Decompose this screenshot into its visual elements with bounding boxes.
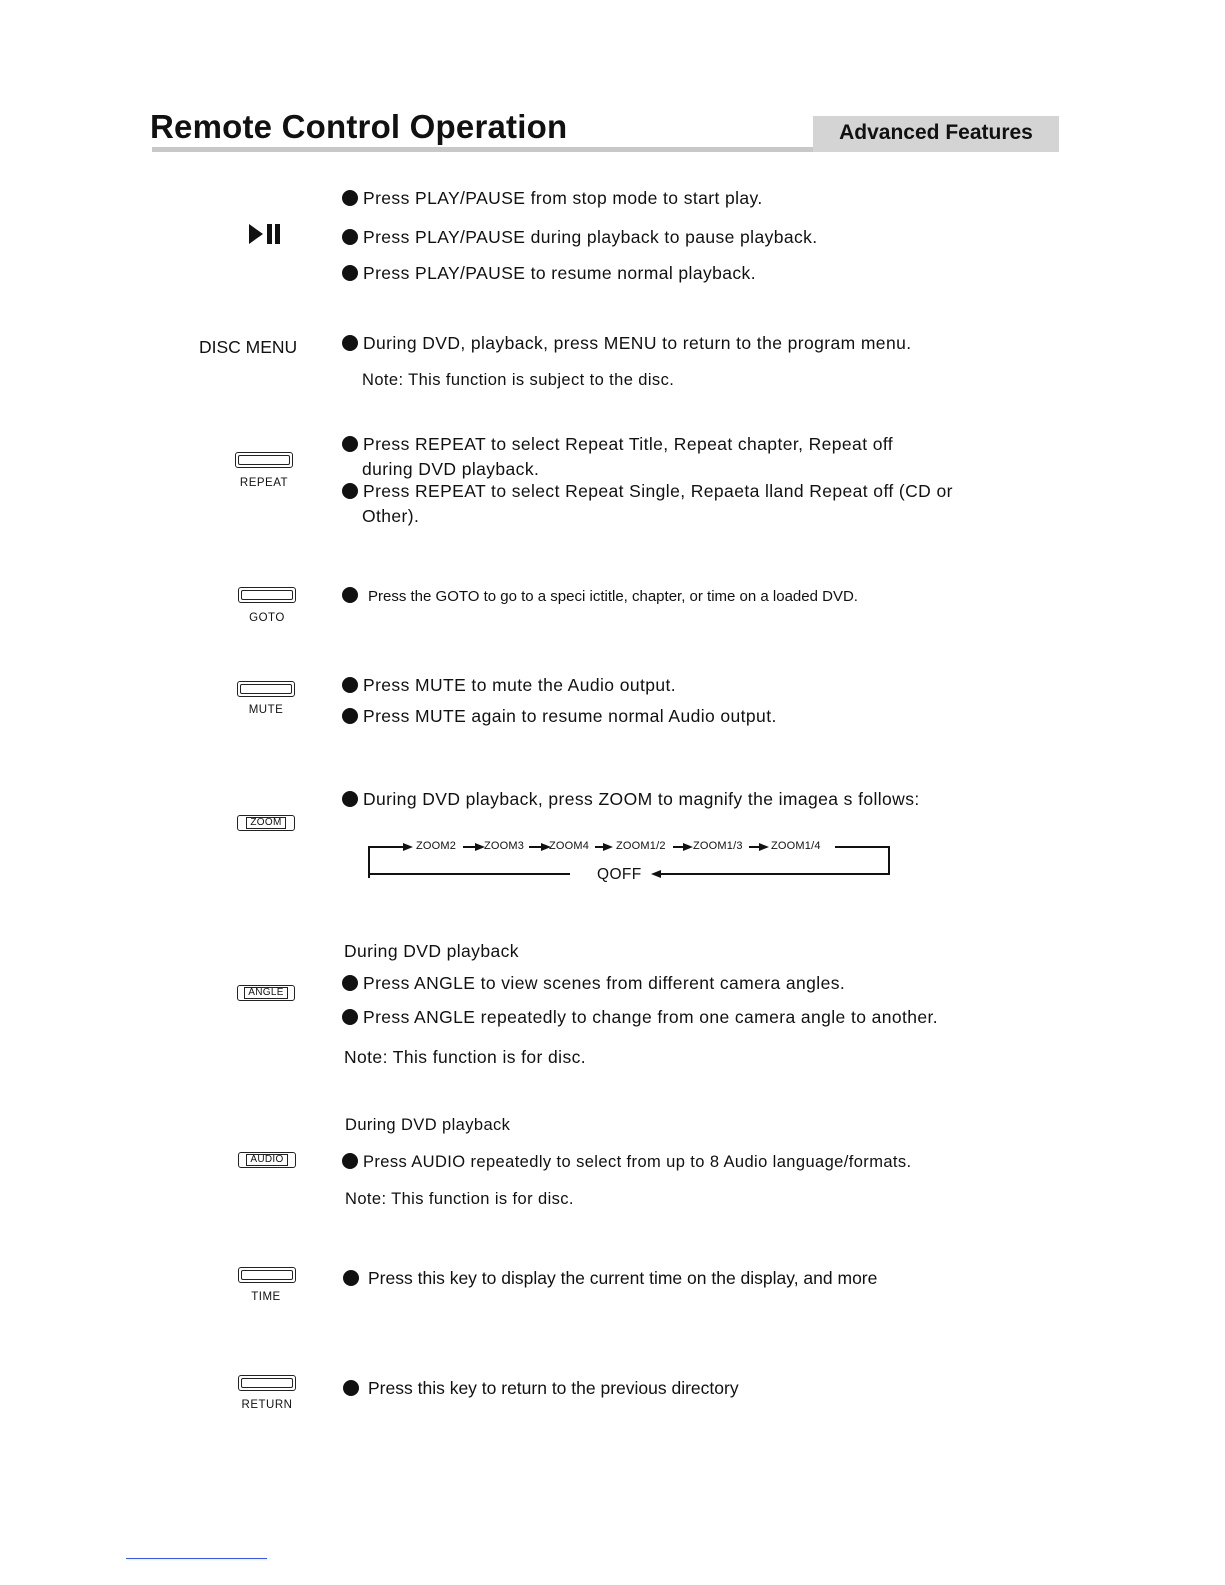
audio-line-1: Press AUDIO repeatedly to select from up to 8 Audio language/formats. [342,1151,912,1173]
footer-underline [126,1558,267,1559]
zoom-line-1: During DVD playback, press ZOOM to magnify the imagea s follows: [342,788,920,810]
play-pause-line-2: Press PLAY/PAUSE during playback to pause playback. [342,226,818,248]
zoom-step-2: ZOOM3 [484,840,525,852]
zoom-step-3: ZOOM4 [549,840,590,852]
bullet-icon [342,483,358,499]
return-line-1: Press this key to return to the previous directory [343,1377,739,1399]
goto-key-label: GOTO [249,612,285,624]
zoom-off-label: QOFF [597,866,642,883]
bullet-icon [342,587,358,603]
bullet-icon [342,791,358,807]
time-key [238,1267,296,1283]
play-pause-line-1: Press PLAY/PAUSE from stop mode to start play. [342,187,763,209]
bullet-icon [343,1270,359,1286]
zoom-key-label: ZOOM [246,817,285,829]
repeat-key [235,452,293,468]
zoom-key [237,815,295,831]
audio-note: Note: This function is for disc. [345,1190,574,1208]
goto-line-1: Press the GOTO to go to a speci ictitle, chapter, or time on a loaded DVD. [342,586,858,608]
zoom-step-5: ZOOM1/3 [693,840,743,852]
disc-menu-note: Note: This function is subject to the disc. [362,371,675,389]
zoom-step-4: ZOOM1/2 [616,840,666,852]
repeat-key-label: REPEAT [239,477,289,489]
section-badge: Advanced Features [813,116,1059,152]
angle-key-label: ANGLE [244,987,287,999]
audio-key [238,1152,296,1168]
bullet-icon [342,265,358,281]
disc-menu-label: DISC MENU [199,337,298,357]
goto-key [238,587,296,603]
zoom-step-1: ZOOM2 [416,840,457,852]
disc-menu-line-1: During DVD, playback, press MENU to return to the program menu. [342,332,911,354]
bullet-icon [342,677,358,693]
bullet-icon [342,229,358,245]
audio-key-label: AUDIO [246,1154,287,1166]
repeat-line-4: Other). [362,506,420,526]
angle-note: Note: This function is for disc. [344,1047,587,1067]
time-key-label: TIME [251,1291,281,1303]
repeat-line-1: Press REPEAT to select Repeat Title, Repeat chapter, Repeat off [342,433,893,455]
angle-line-2: Press ANGLE repeatedly to change from one camera angle to another. [342,1006,938,1028]
bullet-icon [342,1009,358,1025]
angle-key [237,985,295,1001]
bullet-icon [342,436,358,452]
angle-intro: During DVD playback [344,941,519,961]
bullet-icon [342,190,358,206]
bullet-icon [342,1153,358,1169]
repeat-line-2: during DVD playback. [362,459,540,479]
bullet-icon [342,975,358,991]
angle-line-1: Press ANGLE to view scenes from different camera angles. [342,972,845,994]
audio-intro: During DVD playback [345,1116,511,1134]
play-pause-line-3: Press PLAY/PAUSE to resume normal playback. [342,262,756,284]
mute-key-label: MUTE [248,704,284,716]
bullet-icon [343,1380,359,1396]
mute-key [237,681,295,697]
bullet-icon [342,335,358,351]
mute-line-2: Press MUTE again to resume normal Audio output. [342,705,777,727]
zoom-step-6: ZOOM1/4 [771,840,821,852]
time-line-1: Press this key to display the current time on the display, and more [343,1267,877,1289]
play-pause-icon [248,223,284,245]
bullet-icon [342,708,358,724]
return-key [238,1375,296,1391]
return-key-label: RETURN [241,1399,293,1411]
mute-line-1: Press MUTE to mute the Audio output. [342,674,676,696]
repeat-line-3: Press REPEAT to select Repeat Single, Repaeta lland Repeat off (CD or [342,480,953,502]
page-title: Remote Control Operation [150,108,568,145]
